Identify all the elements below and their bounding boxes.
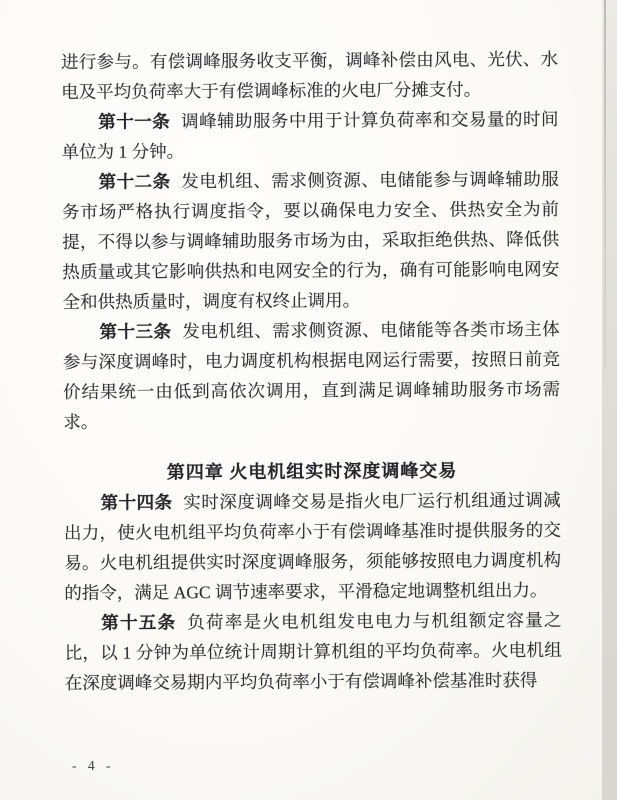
- article-11-text: 调峰辅助服务中用于计算负荷率和交易量的时间单位为 1 分钟。: [61, 108, 559, 162]
- article-14-term: 第十四条: [100, 492, 173, 513]
- article-15-text: 负荷率是火电机组发电电力与机组额定容量之比，以 1 分钟为单位统计周期计算机组的平均负荷率。火电机组在深度调峰交易期内平均负荷率小于有偿调峰补偿基准时获得: [64, 609, 562, 693]
- article-15-term: 第十五条: [101, 612, 177, 633]
- article-15: [64, 605, 562, 698]
- article-14-text: 实时深度调峰交易是指火电厂运行机组通过调减出力，使火电机组平均负荷率小于有偿调峰基准时提供服务的交易。火电机组提供实时深度调峰服务，须能够按照电力调度机构的指令，满足 AGC 调节速率要求，平滑稳定地调整机组出力。: [63, 489, 562, 603]
- article-13: [63, 314, 561, 437]
- page-number: - 4 -: [72, 758, 115, 773]
- article-13-term: 第十三条: [99, 321, 172, 342]
- article-14: [64, 485, 562, 608]
- paragraph-continuation: 进行参与。有偿调峰服务收支平衡，调峰补偿由风电、光伏、水电及平均负荷率大于有偿调峰标准的火电厂分摊支付。: [61, 48, 559, 102]
- article-13-text: 发电机组、需求侧资源、电储能等各类市场主体参与深度调峰时，电力调度机构根据电网运行需要，按照日前竞价结果统一由低到高依次调用，直到满足调峰辅助服务市场需求。: [62, 318, 561, 432]
- article-11-term: 第十一条: [98, 111, 171, 132]
- article-12: [62, 164, 560, 317]
- scan-edge-line: [604, 0, 606, 368]
- chapter-heading: 第四章 火电机组实时深度调峰交易: [166, 460, 458, 483]
- article-11: [61, 104, 558, 167]
- article-12-term: 第十二条: [98, 171, 171, 192]
- document-body: [61, 44, 562, 698]
- article-12-text: 发电机组、需求侧资源、电储能参与调峰辅助服务市场严格执行调度指令，要以确保电力安全、供热安全为前提，不得以参与调峰辅助服务市场为由，采取拒绝供热、降低供热质量或其它影响供热和电网安全的行为，确有可能影响电网安全和供热质量时，调度有权终止调用。: [61, 168, 560, 312]
